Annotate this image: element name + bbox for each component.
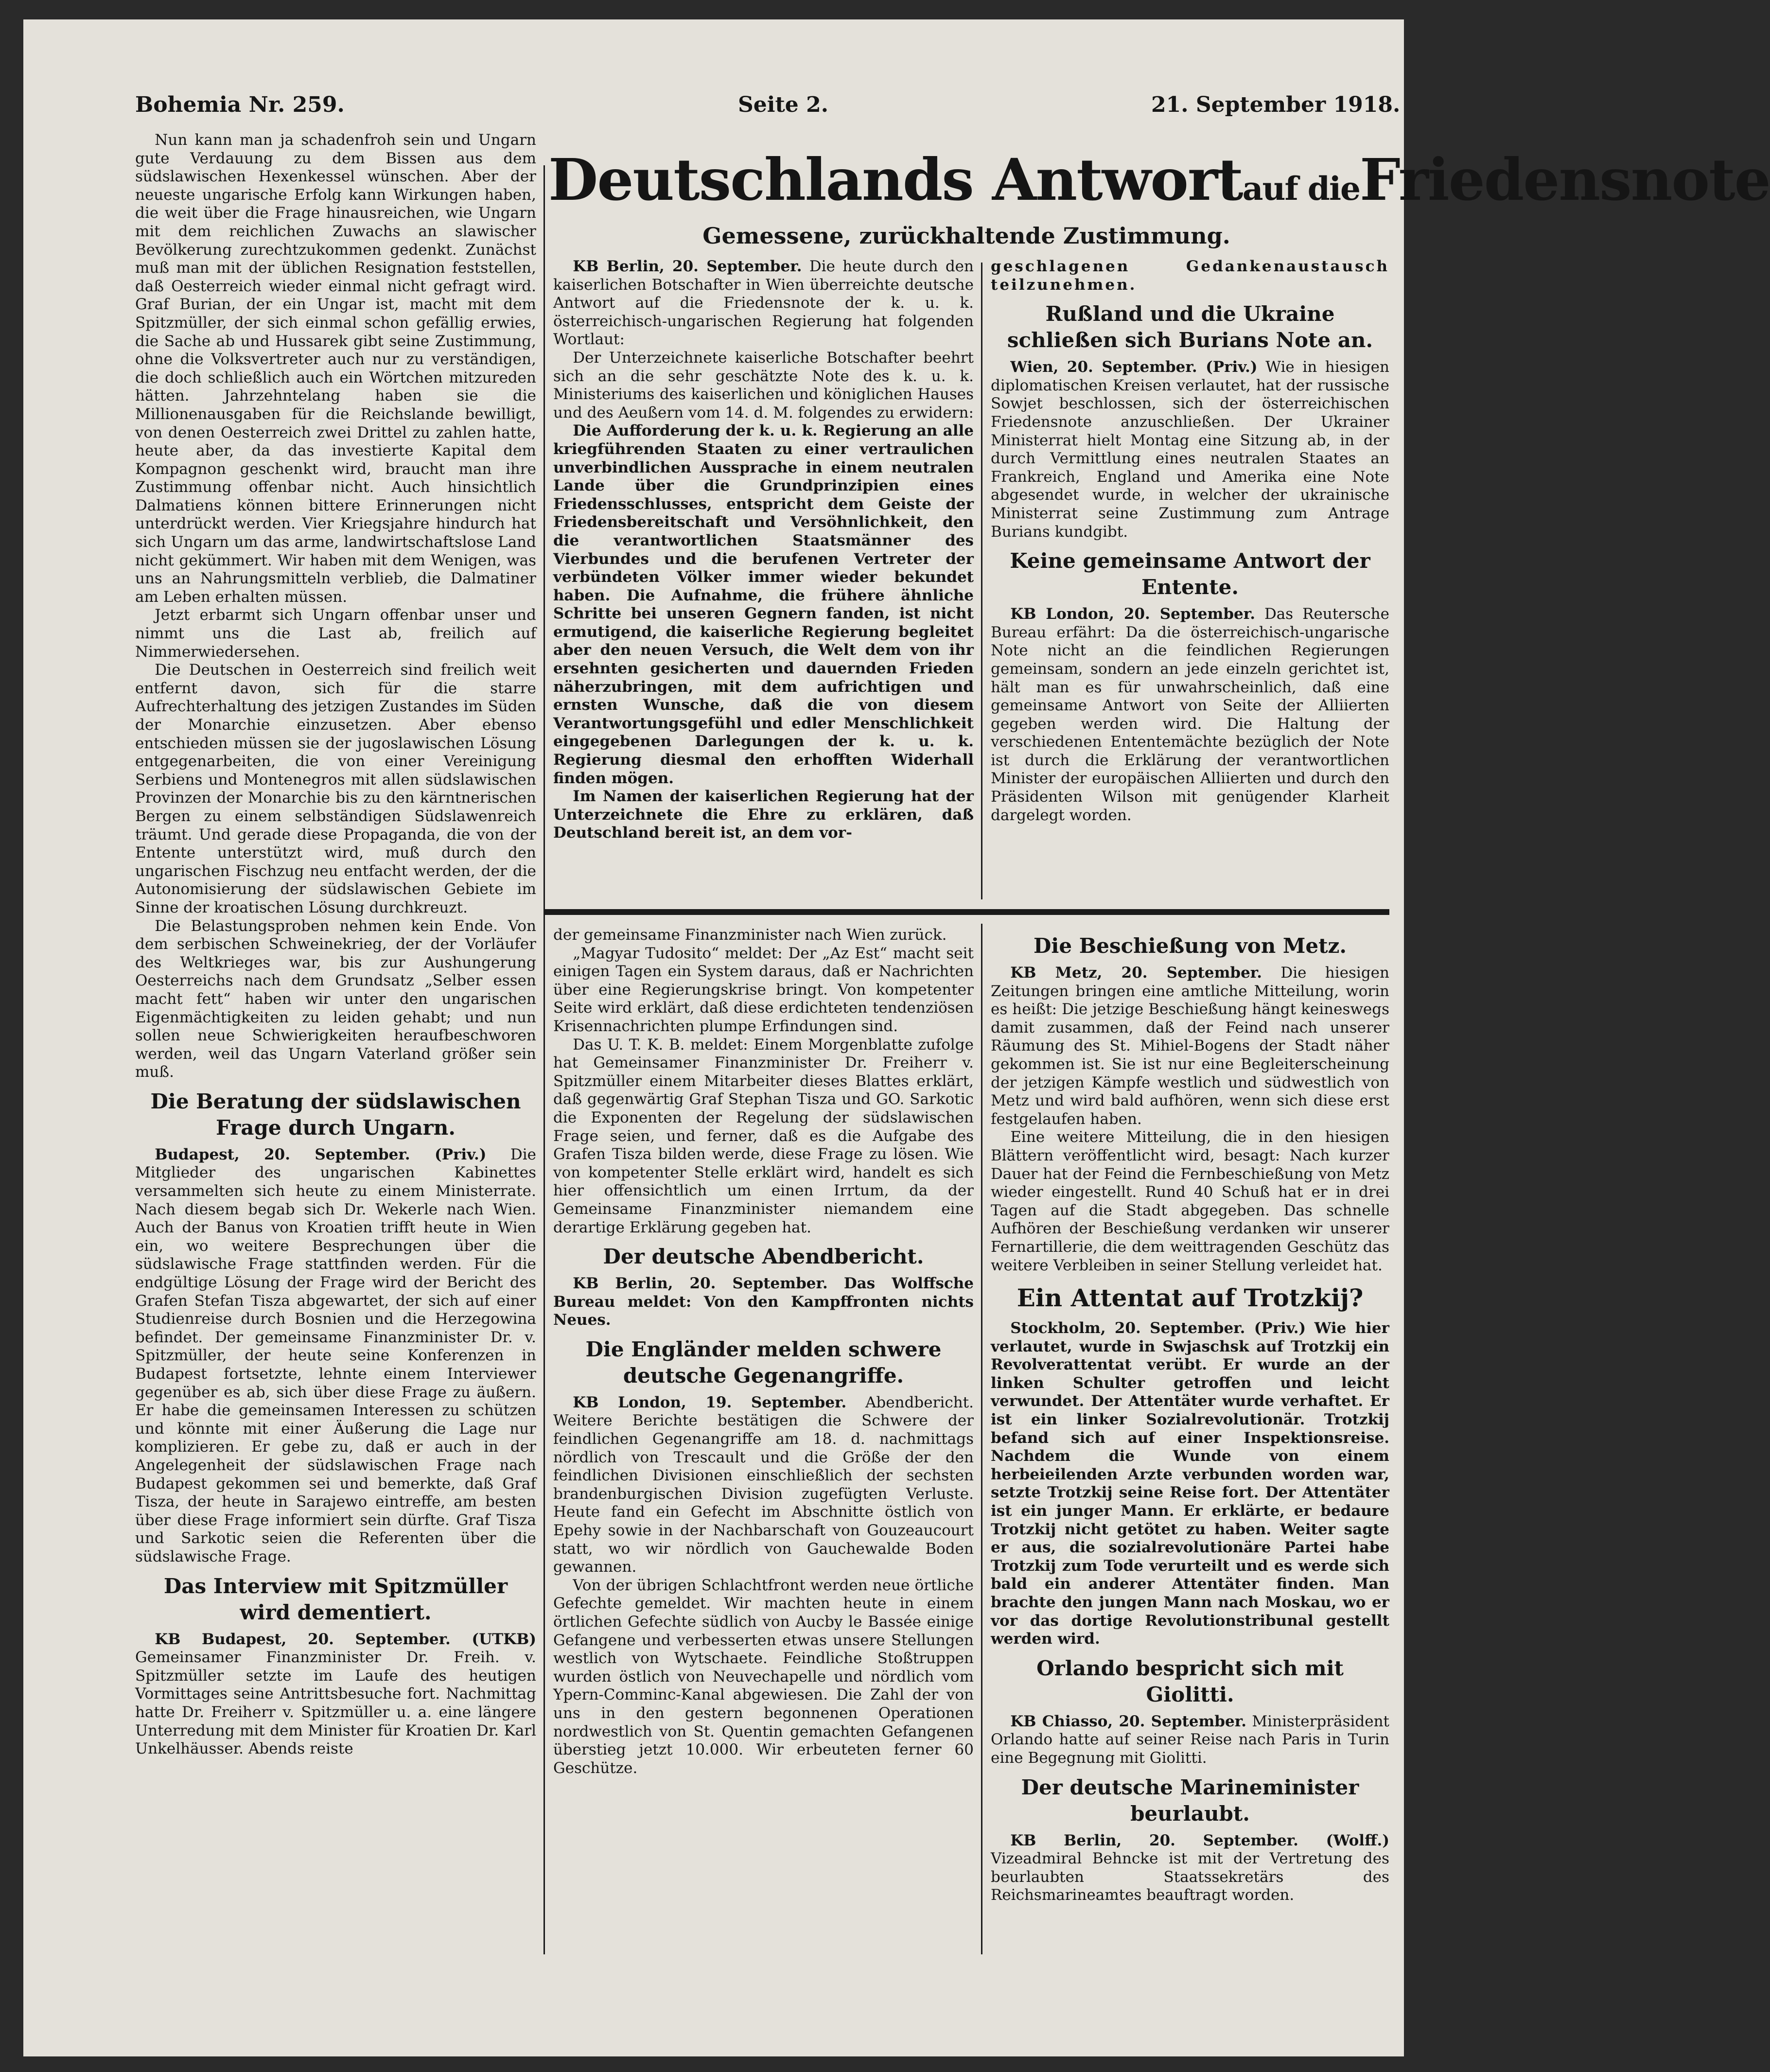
column-left	[135, 131, 536, 1959]
paragraph	[553, 258, 974, 349]
header-issue: Bohemia Nr. 259.	[135, 92, 345, 117]
headline-part-b: auf die	[1242, 170, 1360, 208]
article-heading: Keine gemeinsame Antwort der Entente.	[1010, 549, 1370, 599]
dateline: KB Chiasso, 20. September.	[1010, 1712, 1246, 1730]
article-heading: Das Interview mit Spitzmüller wird dementiert.	[163, 1574, 508, 1624]
column-right-bottom	[991, 926, 1389, 1959]
paragraph-text: Ministerpräsident Orlando hatte auf seiner Reise nach Paris in Turin eine Begegnung mit Giolitti.	[991, 1712, 1390, 1767]
paragraph: „Magyar Tudosito“ meldet: Der „Az Est“ macht seit einigen Tagen ein System daraus, daß er Nachrichten über eine Regierungskrise bringt. Von kompetenter Seite wird erklärt, daß diese erdichteten tendenziösen Krisennachrichten plumpe Erfindungen sind.	[553, 944, 974, 1035]
paragraph-text: Wie hier verlautet, wurde in Swjaschsk auf Trotzkij ein Revolverattentat verübt. Er wurde an der linken Schulter getroffen und leicht verwundet. Der Attentäter wurde verhaftet. Er ist ein linker Sozialrevolutionär. Trotzkij befand sich auf einer Inspektionsreise. Nachdem die Wunde von einem herbeieilenden Arzte verbunden worden war, setzte Trotzkij seine Reise fort. Der Attentäter ist ein junger Mann. Er erklärte, er bedaure Trotzkij nicht getötet zu haben. Weiter sagte er aus, die sozialrevolutionäre Partei habe Trotzkij zum Tode verurteilt und es werde sich bald ein anderer Attentäter finden. Man brachte den jungen Mann nach Moskau, wo er vor das dortige Revolutionstribunal gestellt werden wird.	[991, 1319, 1389, 1648]
paragraph-text: Die hiesigen Zeitungen bringen eine amtliche Mitteilung, worin es heißt: Die jetzige Beschießung hängt keineswegs damit zusammen, daß der Feind nach unserer Räumung des St. Mihiel-Bogens der Stadt näher gekommen ist. Sie ist nur eine Begleiterscheinung der jetzigen Kämpfe westlich und südwestlich von Metz und wird bald aufhören, wenn sich diese erst festgelaufen haben.	[991, 964, 1389, 1128]
paragraph-text: Das Wolffsche Bureau meldet: Von den Kampffronten nichts Neues.	[553, 1275, 974, 1329]
paragraph	[135, 1146, 536, 1566]
article-heading: Der deutsche Marineminister beurlaubt.	[1021, 1775, 1359, 1826]
paragraph: Die Deutschen in Oesterreich sind freilich weit entfernt davon, sich für die starre Aufrechterhaltung des jetzigen Zustandes im Süden der Monarchie einzusetzen. Aber ebenso entschieden müssen sie der jugoslawischen Lösung entgegenarbeiten, die von einer Vereinigung Serbiens und Montenegros mit allen südslawischen Provinzen der Monarchie bis zu den kärntnerischen Bergen zu einem selbständigen Südslawenreich träumt. Und gerade diese Propaganda, die von der Entente unterstützt wird, muß durch den ungarischen Fischzug neu entfacht werden, der die Autonomisierung der südslawischen Gebiete im Sinne der kroatischen Lösung durchkreuzt.	[135, 661, 536, 916]
dateline: KB Metz, 20. September.	[1010, 964, 1262, 982]
section-divider	[543, 909, 1389, 915]
paragraph: Eine weitere Mitteilung, die in den hiesigen Blättern veröffentlicht wird, besagt: Nach kurzer Dauer hat der Feind die Fernbeschießung von Metz wieder eingestellt. Rund 40 Schuß hat er in drei Tagen auf die Stadt abgegeben. Das schnelle Aufhören der Beschießung verdanken wir unserer Fernartillerie, die dem weittragenden Geschütz das weitere Verbleiben in seiner Stellung verleidet hat.	[991, 1128, 1389, 1274]
article-heading: Die Beschießung von Metz.	[1033, 934, 1347, 958]
article-heading: Rußland und die Ukraine schließen sich Burians Note an.	[1007, 302, 1373, 352]
paragraph: Jetzt erbarmt sich Ungarn offenbar unser und nimmt uns die Last ab, freilich auf Nimmerwiedersehen.	[135, 606, 536, 661]
dateline: KB Berlin, 20. September.	[573, 258, 802, 275]
newspaper-page	[23, 19, 1770, 2056]
paragraph	[991, 1319, 1389, 1649]
paragraph	[991, 605, 1389, 825]
article-heading: Die Engländer melden schwere deutsche Gegenangriffe.	[585, 1337, 942, 1387]
header-page-number: Seite 2.	[738, 92, 829, 117]
headline-part-a: Deutschlands Antwort	[548, 146, 1243, 213]
column-rule	[981, 263, 982, 899]
paragraph-text: Die heute durch den kaiserlichen Botschafter in Wien überreichte deutsche Antwort auf die Friedensnote der k. u. k. österreichisch-ungarischen Regierung hat folgenden Wortlaut:	[553, 258, 974, 349]
main-subheadline: Gemessene, zurückhaltende Zustimmung.	[702, 223, 1230, 249]
paragraph-text: Vizeadmiral Behncke ist mit der Vertretung des beurlaubten Staatssekretärs des Reichsmarineamtes beauftragt worden.	[991, 1850, 1389, 1904]
paragraph	[991, 358, 1389, 541]
column-rule	[981, 924, 982, 1954]
paragraph: Die Aufforderung der k. u. k. Regierung an alle kriegführenden Staaten zu einer vertraulichen unverbindlichen Aussprache in einem neutralen Lande über die Grundprinzipien eines Friedensschlusses, entspricht dem Geiste der Friedensbereitschaft und Versöhnlichkeit, den die verantwortlichen Staatsmänner des Vierbundes und die berufenen Vertreter der verbündeten Völker immer wieder bekundet haben. Die Aufnahme, die frühere ähnliche Schritte bei unseren Gegnern fanden, ist nicht ermutigend, die kaiserliche Regierung begleitet aber den neuen Versuch, die Welt dem von ihr ersehnten gesicherten und dauernden Frieden näherzubringen, mit dem aufrichtigen und ernsten Wunsche, daß die von diesem Verantwortungsgefühl und edler Menschlichkeit eingegebenen Darlegungen der k. u. k. Regierung diesmal den erhofften Widerhall finden mögen.	[553, 422, 974, 787]
column-right-top	[991, 258, 1389, 902]
paragraph	[991, 1713, 1389, 1768]
paragraph: der gemeinsame Finanzminister nach Wien zurück.	[553, 926, 947, 944]
paragraph: Der Unterzeichnete kaiserliche Botschafter beehrt sich an die sehr geschätzte Note des k. u. k. Ministeriums des kaiserlichen und königlichen Hauses und des Aeußern vom 14. d. M. folgendes zu erwidern:	[553, 349, 974, 421]
column-center-bottom	[553, 926, 974, 1959]
column-center-top	[553, 258, 974, 902]
paragraph-text: Abendbericht. Weitere Berichte bestätigen die Schwere der feindlichen Gegenangriffe am 18. d. nachmittags nördlich von Trescault und die Größe der den feindlichen Divisionen einschließlich der sechsten brandenburgischen Division zugefügten Verluste. Heute fand ein Gefecht im Abschnitte östlich von Epehy sowie in der Nachbarschaft von Gouzeaucourt statt, wo wir nördlich von Gauchewalde Boden gewannen.	[553, 1393, 974, 1576]
paragraph	[991, 964, 1389, 1128]
dateline: KB London, 19. September.	[573, 1393, 847, 1411]
header-date: 21. September 1918.	[1151, 92, 1401, 117]
paragraph-text: Das Reutersche Bureau erfährt: Da die österreichisch-ungarische Note nicht an die feindlichen Regierungen gemeinsam, sondern an jede einzeln gerichtet ist, hält man es für unwahrscheinlich, daß eine gemeinsame Antwort von Seite der Alliierten gegeben werden wird. Die Haltung der verschiedenen Ententemächte bezüglich der Note ist durch die Erklärung der verantwortlichen Minister der europäischen Alliierten und durch den Präsidenten Wilson mit genügender Klarheit dargelegt worden.	[991, 605, 1389, 824]
dateline: KB Berlin, 20. September.	[573, 1275, 828, 1293]
dateline: Budapest, 20. September. (Priv.)	[155, 1145, 487, 1163]
paragraph: Das U. T. K. B. meldet: Einem Morgenblatte zufolge hat Gemeinsamer Finanzminister Dr. Freiherr v. Spitzmüller einem Mitarbeiter dieses Blattes erklärt, daß gegenwärtig Graf Stephan Tisza und GO. Sarkotic die Exponenten der Regelung der südslawischen Frage seien, und ferner, daß es die Aufgabe des Grafen Tisza bilden werde, diese Frage zu lösen. Wie von kompetenter Stelle erklärt wird, handelt es sich hier offensichtlich um einen Irrtum, da der Gemeinsame Finanzminister niemandem eine derartige Erklärung gegeben hat.	[553, 1036, 974, 1236]
dateline: Stockholm, 20. September. (Priv.)	[1010, 1319, 1306, 1337]
article-heading: Ein Attentat auf Trotzkij?	[1016, 1283, 1364, 1313]
column-rule	[543, 165, 545, 1954]
main-headline	[548, 146, 1770, 220]
paragraph	[553, 1275, 974, 1330]
paragraph	[135, 1631, 536, 1758]
dateline: Wien, 20. September. (Priv.)	[1010, 358, 1258, 376]
dateline: KB Berlin, 20. September. (Wolff.)	[1010, 1831, 1389, 1849]
paragraph: Im Namen der kaiserlichen Regierung hat der Unterzeichnete die Ehre zu erklären, daß Deutschland bereit ist, an dem vor-	[553, 788, 974, 842]
article-heading: Der deutsche Abendbericht.	[603, 1245, 924, 1269]
article-heading: Orlando bespricht sich mit Giolitti.	[1036, 1656, 1344, 1706]
paragraph: Nun kann man ja schadenfroh sein und Ungarn gute Verdauung zu dem Bissen aus dem südslawischen Hexenkessel wünschen. Aber der neueste ungarische Erfolg kann Wirkungen haben, die weit über die Frage hinausreichen, wie Ungarn mit dem reichlichen Zuwachs an slawischer Bevölkerung zurechtzukommen gedenkt. Zunächst muß man mit der üblichen Resignation feststellen, daß Oesterreich wieder einmal nicht gefragt wird. Graf Burian, der ein Ungar ist, macht mit dem Spitzmüller, der sich einmal schon gefällig erwies, die Sache ab und Hussarek gibt seine Zustimmung, ohne die Volksvertreter auch nur zu verständigen, die doch schließlich auch ein Wörtchen mitzureden hätten. Jahrzehntelang haben sie die Millionenausgaben für die Reichslande bewilligt, von denen Oesterreich zwei Drittel zu zahlen hatte, heute aber, da das investierte Kapital dem Kompagnon geschenkt wird, braucht man ihre Zustimmung offenbar nicht. Auch hinsichtlich Dalmatiens können bittere Erinnerungen nicht unterdrückt werden. Vier Kriegsjahre hindurch hat sich Ungarn um das arme, landwirtschaftslose Land nicht gekümmert. Wir haben mit dem Wenigen, was uns an Nahrungsmitteln verblieb, die Dalmatiner am Leben erhalten müssen.	[135, 131, 536, 606]
paragraph	[991, 1832, 1389, 1905]
paragraph: geschlagenen Gedankenaustausch teilzunehmen.	[991, 258, 1389, 294]
paragraph-text: Wie in hiesigen diplomatischen Kreisen verlautet, hat der russische Sowjet beschlossen, sich der österreichischen Friedensnote anzuschließen. Der Ukrainer Ministerrat hielt Montag eine Sitzung ab, in der durch Vermittlung eines neutralen Staates an Frankreich, England und Amerika eine Note abgesendet wurde, in welcher der ukrainische Ministerrat seine Zustimmung zum Antrage Burians kundgibt.	[991, 358, 1389, 541]
paragraph-text: Die Mitglieder des ungarischen Kabinettes versammelten sich heute zu einem Ministerrate. Nach diesem begab sich Dr. Wekerle nach Wien. Auch der Banus von Kroatien trifft heute in Wien ein, wo weitere Besprechungen über die südslawische Frage stattfinden werden. Für die endgültige Lösung der Frage wird der Bericht des Grafen Stefan Tisza abgewartet, der sich auf einer Studienreise durch Bosnien und die Herzegowina befindet. Der gemeinsame Finanzminister Dr. v. Spitzmüller, der heute seine Konferenzen in Budapest fortsetzte, lehnte einem Interviewer gegenüber es ab, sich über diese Frage zu äußern. Er habe die gemeinsamen Interessen zu schützen und könnte mit einer Äußerung die Lage nur komplizieren. Er gebe zu, daß er auch in der Angelegenheit der südslawischen Frage nach Budapest gekommen sei und bemerkte, daß Graf Tisza, der heute in Sarajewo eintreffe, am besten über diese Frage informiert sein dürfte. Graf Tisza und Sarkotic seien die Referenten über die südslawische Frage.	[135, 1145, 536, 1565]
dateline: KB London, 20. September.	[1010, 605, 1255, 623]
article-heading: Die Beratung der südslawischen Frage durch Ungarn.	[150, 1089, 521, 1140]
paragraph-text: Gemeinsamer Finanzminister Dr. Freih. v. Spitzmüller setzte im Laufe des heutigen Vormittages seine Antrittsbesuche fort. Nachmittag hatte Dr. Freiherr v. Spitzmüller u. a. eine längere Unterredung mit dem Minister für Kroatien Dr. Karl Unkelhäusser. Abends reiste	[135, 1649, 536, 1758]
headline-part-c: Friedensnote	[1360, 146, 1770, 213]
paragraph: Die Belastungsproben nehmen kein Ende. Von dem serbischen Schweinekrieg, der der Vorläufer des Weltkrieges war, bis zur Aushungerung Oesterreichs nach dem Grundsatz „Selber essen macht fett“ haben wir unter den ungarischen Eigenmächtigkeiten zu leiden gehabt; und nun sollen neue Schwierigkeiten heraufbeschworen werden, weil das Ungarn Vaterland größer sein muß.	[135, 917, 536, 1081]
dateline: KB Budapest, 20. September. (UTKB)	[155, 1630, 536, 1648]
paragraph	[553, 1394, 974, 1577]
paragraph: Von der übrigen Schlachtfront werden neue örtliche Gefechte gemeldet. Wir machten heute in einem örtlichen Gefechte südlich von Aucby le Bassée einige Gefangene und verbesserten etwas unsere Stellungen westlich von Wytschaete. Feindliche Stoßtruppen wurden östlich von Neuvechapelle und nördlich vom Ypern-Comminc-Kanal abgewiesen. Die Zahl der von uns in den gestern begonnenen Operationen nordwestlich von St. Quentin gemachten Gefangenen überstieg jetzt 10.000. Wir erbeuteten ferner 60 Geschütze.	[553, 1576, 974, 1777]
